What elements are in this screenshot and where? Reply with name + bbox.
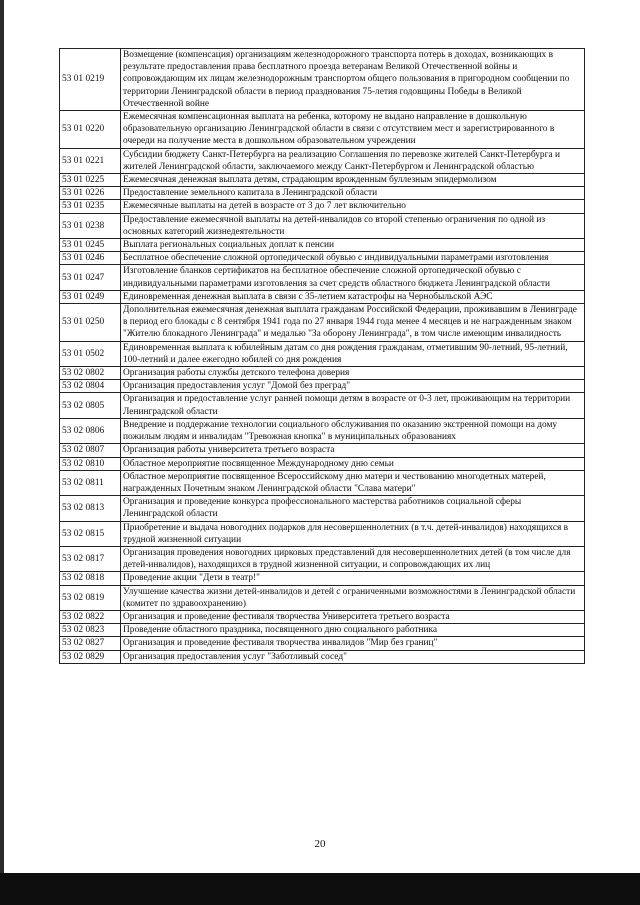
table-row	[60, 521, 585, 546]
table-row	[60, 624, 585, 637]
row-description: Организация предоставления услуг "Домой без преград"	[121, 380, 585, 393]
row-code: 53 02 0806	[60, 418, 121, 443]
table-row	[60, 187, 585, 200]
row-code: 53 02 0805	[60, 393, 121, 418]
row-description: Дополнительная ежемесячная денежная выплата гражданам Российской Федерации, проживавшим в Ленинграде в период его блокады с 8 сентября 1941 года по 27 января 1944 года менее 4 месяцев и не награжденным знаком "Жителю блокадного Ленинграда" и медалью "За оборону Ленинграда", в том числе имеющим инвалидность	[121, 304, 585, 342]
table-row	[60, 470, 585, 495]
table-row	[60, 239, 585, 252]
table-row	[60, 418, 585, 443]
row-description: Предоставление земельного капитала в Ленинградской области	[121, 187, 585, 200]
row-code: 53 02 0827	[60, 637, 121, 650]
row-code: 53 02 0817	[60, 546, 121, 571]
row-code: 53 01 0250	[60, 304, 121, 342]
row-code: 53 01 0247	[60, 265, 121, 290]
row-code: 53 02 0811	[60, 470, 121, 495]
row-description: Изготовление бланков сертификатов на бесплатное обеспечение сложной ортопедической обувью с индивидуальными параметрами изготовления за счет средств областного бюджета Ленинградской области	[121, 265, 585, 290]
table-row	[60, 290, 585, 303]
row-description: Организация проведения новогодних цирковых представлений для несовершеннолетних детей (в том числе для детей-инвалидов), находящихся в трудной жизненной ситуации, и сопровождающих их лиц	[121, 546, 585, 571]
row-description: Приобретение и выдача новогодних подарков для несовершеннолетних (в т.ч. детей-инвалидов) находящихся в трудной жизненной ситуации	[121, 521, 585, 546]
row-code: 53 02 0804	[60, 380, 121, 393]
table-row	[60, 496, 585, 521]
table-row	[60, 637, 585, 650]
document-table-container	[59, 48, 580, 664]
row-description: Внедрение и поддержание технологии социального обслуживания по оказанию экстренной помощи на дому пожилым людям и инвалидам "Тревожная кнопка" в муниципальных образованиях	[121, 418, 585, 443]
row-description: Проведение областного праздника, посвященного дню социального работника	[121, 624, 585, 637]
row-description: Улучшение качества жизни детей-инвалидов и детей с ограниченными возможностями в Ленинградской области (комитет по здравоохранению)	[121, 585, 585, 610]
row-code: 53 02 0807	[60, 444, 121, 457]
table-row	[60, 49, 585, 111]
table-row	[60, 304, 585, 342]
table-row	[60, 148, 585, 173]
table-row	[60, 585, 585, 610]
table-row	[60, 174, 585, 187]
scan-edge-left	[0, 0, 4, 873]
row-code: 53 02 0802	[60, 367, 121, 380]
row-code: 53 02 0822	[60, 610, 121, 623]
table-row	[60, 341, 585, 366]
row-code: 53 01 0502	[60, 341, 121, 366]
table-row	[60, 380, 585, 393]
table-row	[60, 111, 585, 149]
row-description: Областное мероприятие посвященное Всероссийскому дню матери и чествованию многодетных матерей, награжденных Почетным знаком Ленинградской области "Слава матери"	[121, 470, 585, 495]
row-description: Областное мероприятие посвященное Международному дню семьи	[121, 457, 585, 470]
row-description: Организация и проведение фестиваля творчества инвалидов "Мир без границ"	[121, 637, 585, 650]
row-description: Ежемесячная денежная выплата детям, страдающим врожденным буллезным эпидермолизом	[121, 174, 585, 187]
row-code: 53 02 0818	[60, 572, 121, 585]
row-description: Проведение акции "Дети в театр!"	[121, 572, 585, 585]
row-code: 53 02 0819	[60, 585, 121, 610]
row-description: Бесплатное обеспечение сложной ортопедической обувью с индивидуальными параметрами изготовления	[121, 252, 585, 265]
row-code: 53 02 0813	[60, 496, 121, 521]
table-row	[60, 546, 585, 571]
row-code: 53 01 0238	[60, 213, 121, 238]
row-description: Предоставление ежемесячной выплаты на детей-инвалидов со второй степенью ограничения по одной из основных категорий жизнедеятельности	[121, 213, 585, 238]
row-code: 53 01 0235	[60, 200, 121, 213]
row-code: 53 02 0829	[60, 650, 121, 663]
table-row	[60, 444, 585, 457]
row-code: 53 01 0245	[60, 239, 121, 252]
row-code: 53 02 0823	[60, 624, 121, 637]
row-description: Организация и предоставление услуг ранней помощи детям в возрасте от 0-3 лет, проживающим на территории Ленинградской области	[121, 393, 585, 418]
row-description: Организация и проведение фестиваля творчества Университета третьего возраста	[121, 610, 585, 623]
table-row	[60, 650, 585, 663]
table-row	[60, 265, 585, 290]
row-description: Выплата региональных социальных доплат к пенсии	[121, 239, 585, 252]
table-body	[60, 49, 585, 664]
row-code: 53 01 0219	[60, 49, 121, 111]
table-row	[60, 457, 585, 470]
row-code: 53 01 0225	[60, 174, 121, 187]
budget-codes-table	[59, 48, 585, 664]
table-row	[60, 252, 585, 265]
table-row	[60, 213, 585, 238]
row-description: Организация предоставления услуг "Заботливый сосед"	[121, 650, 585, 663]
page-number: 20	[314, 838, 326, 850]
row-description: Организация и проведение конкурса профессионального мастерства работников социальной сферы Ленинградской области	[121, 496, 585, 521]
row-code: 53 01 0249	[60, 290, 121, 303]
row-description: Единовременная выплата к юбилейным датам со дня рождения гражданам, отметившим 90-летний, 95-летний, 100-летний и далее ежегодно юбилей со дня рождения	[121, 341, 585, 366]
row-description: Ежемесячная компенсационная выплата на ребенка, которому не выдано направление в дошкольную образовательную организацию Ленинградской области в связи с отсутствием мест и зарегистрированного в очереди на получение места в дошкольном образовательном учреждении	[121, 111, 585, 149]
row-description: Субсидии бюджету Санкт-Петербурга на реализацию Соглашения по перевозке жителей Санкт-Петербурга и жителей Ленинградской области, заключаемого между Санкт-Петербургом и Ленинградской областью	[121, 148, 585, 173]
table-row	[60, 393, 585, 418]
table-row	[60, 367, 585, 380]
row-description: Организация работы университета третьего возраста	[121, 444, 585, 457]
row-code: 53 02 0815	[60, 521, 121, 546]
row-code: 53 01 0220	[60, 111, 121, 149]
row-code: 53 01 0221	[60, 148, 121, 173]
scan-bottom-bar	[0, 873, 640, 905]
row-description: Единовременная денежная выплата в связи с 35-летием катастрофы на Чернобыльской АЭС	[121, 290, 585, 303]
row-code: 53 01 0226	[60, 187, 121, 200]
row-code: 53 02 0810	[60, 457, 121, 470]
row-description: Ежемесячные выплаты на детей в возрасте от 3 до 7 лет включительно	[121, 200, 585, 213]
row-description: Возмещение (компенсация) организациям железнодорожного транспорта потерь в доходах, возникающих в результате предоставления права бесплатного проезда ветеранам Великой Отечественной войны и сопровождающим их лицам железнодорожным транспортом общего пользования в пригородном сообщении по территории Ленинградской области в период празднования 75-летия годовщины Победы в Великой Отечественной войне	[121, 49, 585, 111]
table-row	[60, 572, 585, 585]
table-row	[60, 610, 585, 623]
row-description: Организация работы службы детского телефона доверия	[121, 367, 585, 380]
row-code: 53 01 0246	[60, 252, 121, 265]
table-row	[60, 200, 585, 213]
